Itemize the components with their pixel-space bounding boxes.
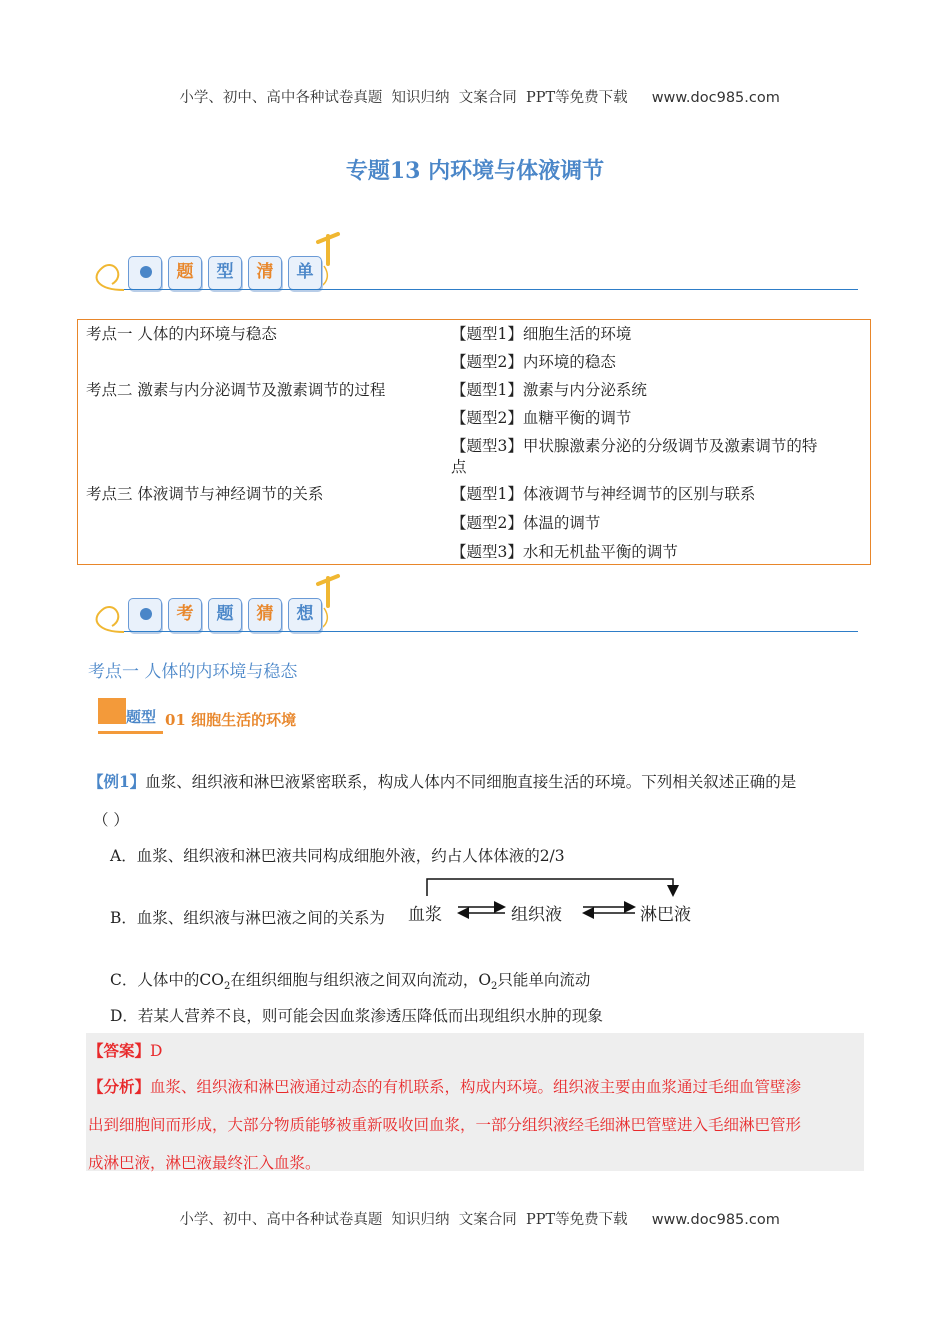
badge-text: 细胞生活的环境 [191,711,297,729]
banner-char: 单 [296,262,314,282]
question-paren: （ ） [93,811,129,829]
header-url[interactable]: www.doc985.com [651,90,780,106]
badge-square [98,698,126,724]
banner-number-tile [128,256,162,290]
banner-char: 考 [176,604,194,624]
option-c [110,968,590,992]
option-a: A．血浆、组织液和淋巴液共同构成细胞外液，约占人体体液的2/3 [110,847,565,865]
header-text: 小学、初中、高中各种试卷真题 知识归纳 文案合同 PPT等免费下载 [179,90,628,106]
number-dot-icon [140,608,152,620]
topic-item: 点 [451,458,467,476]
badge-underline [98,731,163,734]
page-footer [0,1192,950,1229]
footer-url[interactable]: www.doc985.com [651,1212,780,1228]
analysis-line-1 [88,1075,801,1097]
banner-tile-1 [168,256,202,290]
banner-tile-4 [288,256,322,290]
topic-item: 【题型3】甲状腺激素分泌的分级调节及激素调节的特 [451,437,818,455]
analysis-text-1: 血浆、组织液和淋巴液通过动态的有机联系，构成内环境。组织液主要由血浆通过毛细血管壁渗 [150,1078,802,1096]
question-tag: 【例1】 [88,772,146,791]
banner-question-predictions [88,568,858,638]
option-c-sub: 2 [223,981,231,993]
option-c-part1: C．人体中的CO [110,971,224,989]
option-b: B．血浆、组织液与淋巴液之间的关系为 [110,909,385,927]
option-c-part2: 在组织细胞与组织液之间双向流动，O [230,971,492,989]
banner-number-tile [128,598,162,632]
answer-label: 【答案】 [88,1041,151,1060]
page-title: 专题13 内环境与体液调节 [345,158,605,184]
badge-label-text: 题型 [126,708,157,726]
topic-item: 【题型3】水和无机盐平衡的调节 [451,543,678,561]
diagram-node-plasma: 血浆 [408,905,442,925]
option-c-part3: 只能单向流动 [497,971,591,989]
banner-char: 想 [296,604,314,624]
analysis-line-2: 出到细胞间而形成，大部分物质能够被重新吸收回血浆，一部分组织液经毛细淋巴管壁进入毛细淋巴管形 [88,1116,802,1134]
badge-label [126,706,156,727]
footer-text: 小学、初中、高中各种试卷真题 知识归纳 文案合同 PPT等免费下载 [179,1212,628,1228]
banner-char: 型 [216,262,234,282]
question-stem: 血浆、组织液和淋巴液紧密联系，构成人体内不同细胞直接生活的环境。下列相关叙述正确的是 [145,773,797,791]
badge-number: 01 [165,711,186,729]
page-header [0,70,950,107]
topic-item: 【题型2】内环境的稳态 [451,353,616,371]
banner-tile-2 [208,598,242,632]
diagram-node-tissue-fluid: 组织液 [511,905,562,925]
topic-item: 【题型1】细胞生活的环境 [451,325,632,343]
banner-rule [124,631,858,633]
banner-char: 题 [176,262,194,282]
section-heading: 考点一 人体的内环境与稳态 [88,662,298,682]
number-dot-icon [140,266,152,278]
topic-kd1: 考点一 人体的内环境与稳态 [86,325,277,343]
banner-char: 猜 [256,604,274,624]
banner-tile-4 [288,598,322,632]
banner-tile-3 [248,256,282,290]
question-stem-line [88,770,796,792]
topic-item: 【题型2】体温的调节 [451,514,601,532]
analysis-line-3: 成淋巴液，淋巴液最终汇入血浆。 [88,1154,321,1172]
fluid-relation-diagram [408,874,718,924]
answer-value: D [150,1042,163,1060]
topic-item: 【题型1】体液调节与神经调节的区别与联系 [451,485,756,503]
topic-kd2: 考点二 激素与内分泌调节及激素调节的过程 [86,381,386,399]
diagram-node-lymph: 淋巴液 [640,905,691,925]
analysis-label: 【分析】 [88,1077,151,1096]
topic-item: 【题型2】血糖平衡的调节 [451,409,632,427]
badge-title [165,709,296,730]
topic-kd3: 考点三 体液调节与神经调节的关系 [86,485,324,503]
banner-tile-3 [248,598,282,632]
banner-rule [124,289,858,291]
option-d: D．若某人营养不良，则可能会因血浆渗透压降低而出现组织水肿的现象 [110,1007,603,1025]
banner-tile-2 [208,256,242,290]
topic-item: 【题型1】激素与内分泌系统 [451,381,647,399]
answer-line [88,1039,162,1061]
banner-char: 清 [256,262,274,282]
banner-question-types [88,226,858,296]
banner-tile-1 [168,598,202,632]
banner-char: 题 [216,604,234,624]
option-c-sub2: 2 [491,981,498,993]
